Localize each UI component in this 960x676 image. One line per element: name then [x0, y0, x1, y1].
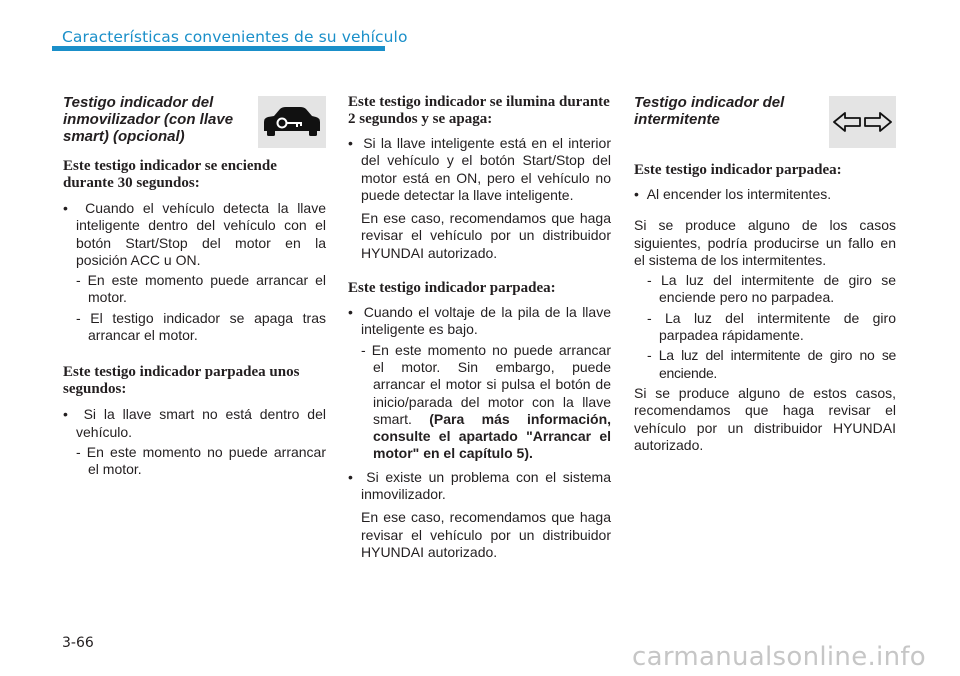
dash-light-off: - El testigo indicador se apaga tras arrancar el motor.: [76, 309, 326, 344]
dash-can-start: - En este momento puede arrancar el motor.: [76, 272, 326, 306]
running-header: Características convenientes de su vehículo: [62, 28, 408, 46]
column-immobilizer-cont: [348, 94, 611, 561]
turn-signal-arrows-icon: [829, 96, 896, 148]
page-number: 3-66: [62, 635, 94, 651]
bullet-low-battery: • Cuando el voltaje de la pila de la llave inteligente es bajo.: [348, 304, 611, 338]
column-turn-signal: [634, 94, 896, 454]
bullet-key-not-detected: • Si la llave inteligente está en el interior del vehículo y el botón Start/Stop del motor está en ON, pero el vehículo no puede detectar la llave inteligente.: [348, 135, 611, 203]
para-recommend: Si se produce alguno de estos casos, recomendamos que haga revisar el vehículo por un distribuidor HYUNDAI autorizado.: [634, 384, 896, 453]
para-malfunction: Si se produce alguno de los casos siguientes, podría producirse un fallo en el sistema de los intermitentes.: [634, 217, 896, 268]
header-rule: [52, 46, 385, 51]
watermark: carmanualsonline.info: [632, 642, 927, 672]
dash-not-lit: - La luz del intermitente de giro no se enciende.: [647, 347, 897, 381]
para-have-checked-1: En ese caso, recomendamos que haga revisar el vehículo por un distribuidor HYUNDAI autorizado.: [361, 210, 611, 261]
subheading-2-seconds: Este testigo indicador se ilumina durante 2 segundos y se apaga:: [348, 94, 610, 127]
car-key-icon: [258, 96, 326, 148]
subheading-blinks: Este testigo indicador parpadea unos segundos:: [63, 364, 300, 398]
para-have-checked-2: En ese caso, recomendamos que haga revisar el vehículo por un distribuidor HYUNDAI autorizado.: [361, 509, 611, 560]
dash-start-with-key: - En este momento no puede arrancar el motor. Sin embargo, puede arrancar el motor si pulsa el botón de inicio/parada del motor con la llave smart. (Para más información, consulte el apartado "Arrancar el motor" en el capítulo 5).: [361, 341, 612, 462]
subheading-turn-blinks: Este testigo indicador parpadea:: [634, 162, 842, 178]
bullet-detects-key: • Cuando el vehículo detecta la llave inteligente dentro del vehículo con el botón Start/Stop del motor en la posición ACC u ON.: [63, 200, 326, 268]
bullet-turn-on: • Al encender los intermitentes.: [634, 186, 832, 202]
bullet-key-outside: • Si la llave smart no está dentro del vehículo.: [63, 406, 326, 440]
section-title-immobilizer: Testigo indicador del inmovilizador (con llave smart) (opcional): [63, 94, 234, 145]
dash-blinks-fast: - La luz del intermitente de giro parpadea rápidamente.: [647, 309, 896, 344]
subheading-on-30s: Este testigo indicador se enciende durante 30 segundos:: [63, 158, 277, 191]
column-immobilizer: [63, 94, 326, 479]
dash-cannot-start: - En este momento no puede arrancar el motor.: [76, 443, 326, 478]
section-title-turn-signal: Testigo indicador del intermitente: [634, 94, 785, 128]
bullet-immobilizer-problem: • Si existe un problema con el sistema inmovilizador.: [348, 468, 611, 503]
subheading-blinks-2: Este testigo indicador parpadea:: [348, 280, 556, 297]
dash-not-blinking: - La luz del intermitente de giro se enciende pero no parpadea.: [647, 272, 896, 306]
